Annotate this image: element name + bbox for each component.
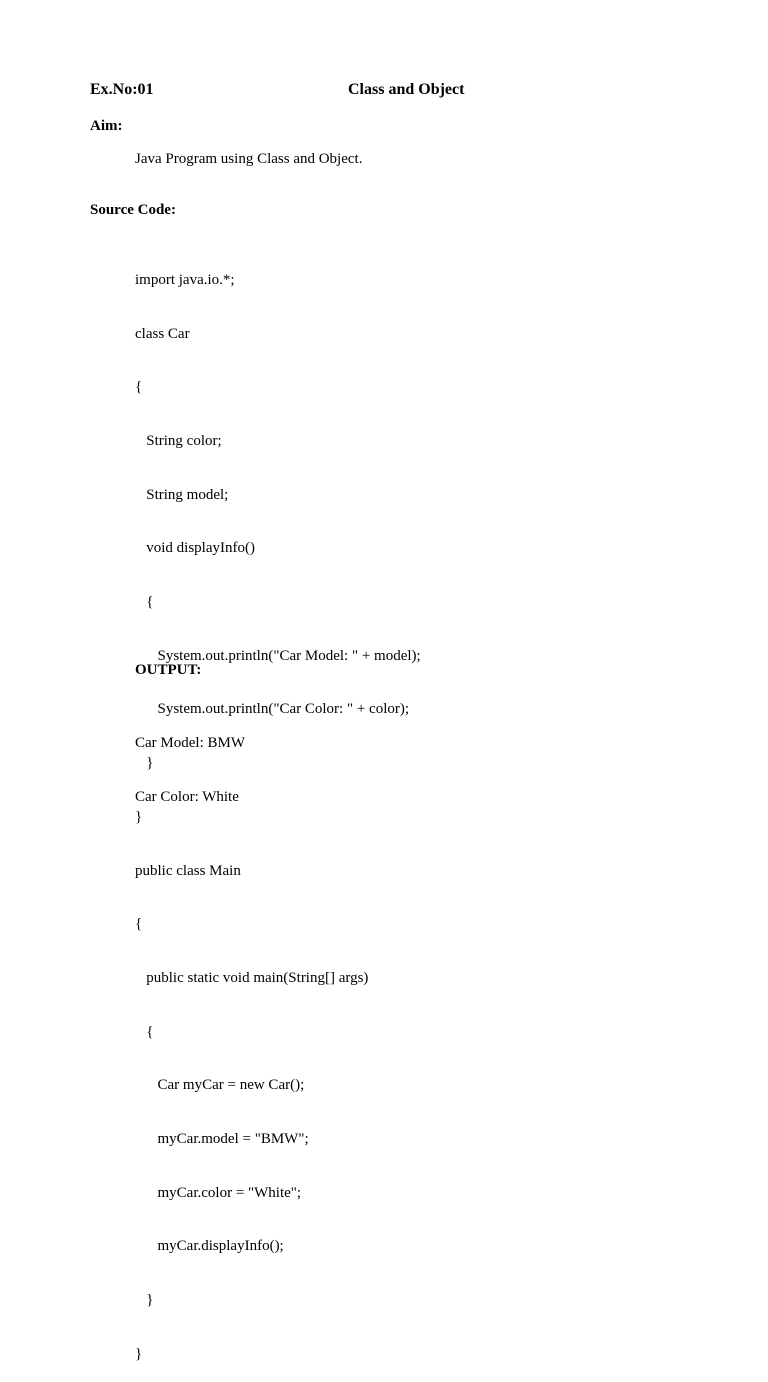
code-line: { bbox=[135, 916, 143, 933]
code-line: import java.io.*; bbox=[135, 271, 235, 288]
aim-label: Aim: bbox=[90, 118, 123, 134]
source-code-label: Source Code: bbox=[90, 202, 176, 218]
aim-text: Java Program using Class and Object. bbox=[135, 151, 363, 167]
exercise-number: Ex.No:01 bbox=[90, 81, 154, 98]
code-line: } bbox=[135, 1292, 154, 1309]
page-title: Class and Object bbox=[348, 81, 465, 98]
code-line: public class Main bbox=[135, 862, 241, 879]
code-line: myCar.color = "White"; bbox=[135, 1184, 302, 1201]
code-line: void displayInfo() bbox=[135, 540, 255, 557]
code-line: System.out.println("Car Model: " + model); bbox=[135, 647, 421, 664]
output-line: Car Model: BMW bbox=[135, 735, 245, 751]
output-line: Car Color: White bbox=[135, 789, 239, 805]
code-line: { bbox=[135, 594, 154, 611]
output-block bbox=[135, 698, 245, 824]
output-label: OUTPUT: bbox=[135, 662, 202, 678]
code-line: { bbox=[135, 1023, 154, 1040]
code-line: myCar.model = "BMW"; bbox=[135, 1131, 309, 1148]
code-line: System.out.println("Car Color: " + color); bbox=[135, 701, 410, 718]
code-line: Car myCar = new Car(); bbox=[135, 1077, 305, 1094]
code-line: } bbox=[135, 1345, 143, 1362]
code-line: } bbox=[135, 808, 143, 825]
code-line: public static void main(String[] args) bbox=[135, 969, 369, 986]
code-line: { bbox=[135, 379, 143, 396]
code-line: String color; bbox=[135, 432, 222, 449]
code-line: myCar.displayInfo(); bbox=[135, 1238, 284, 1255]
code-line: } bbox=[135, 755, 154, 772]
code-line: String model; bbox=[135, 486, 229, 503]
code-line: class Car bbox=[135, 325, 190, 342]
